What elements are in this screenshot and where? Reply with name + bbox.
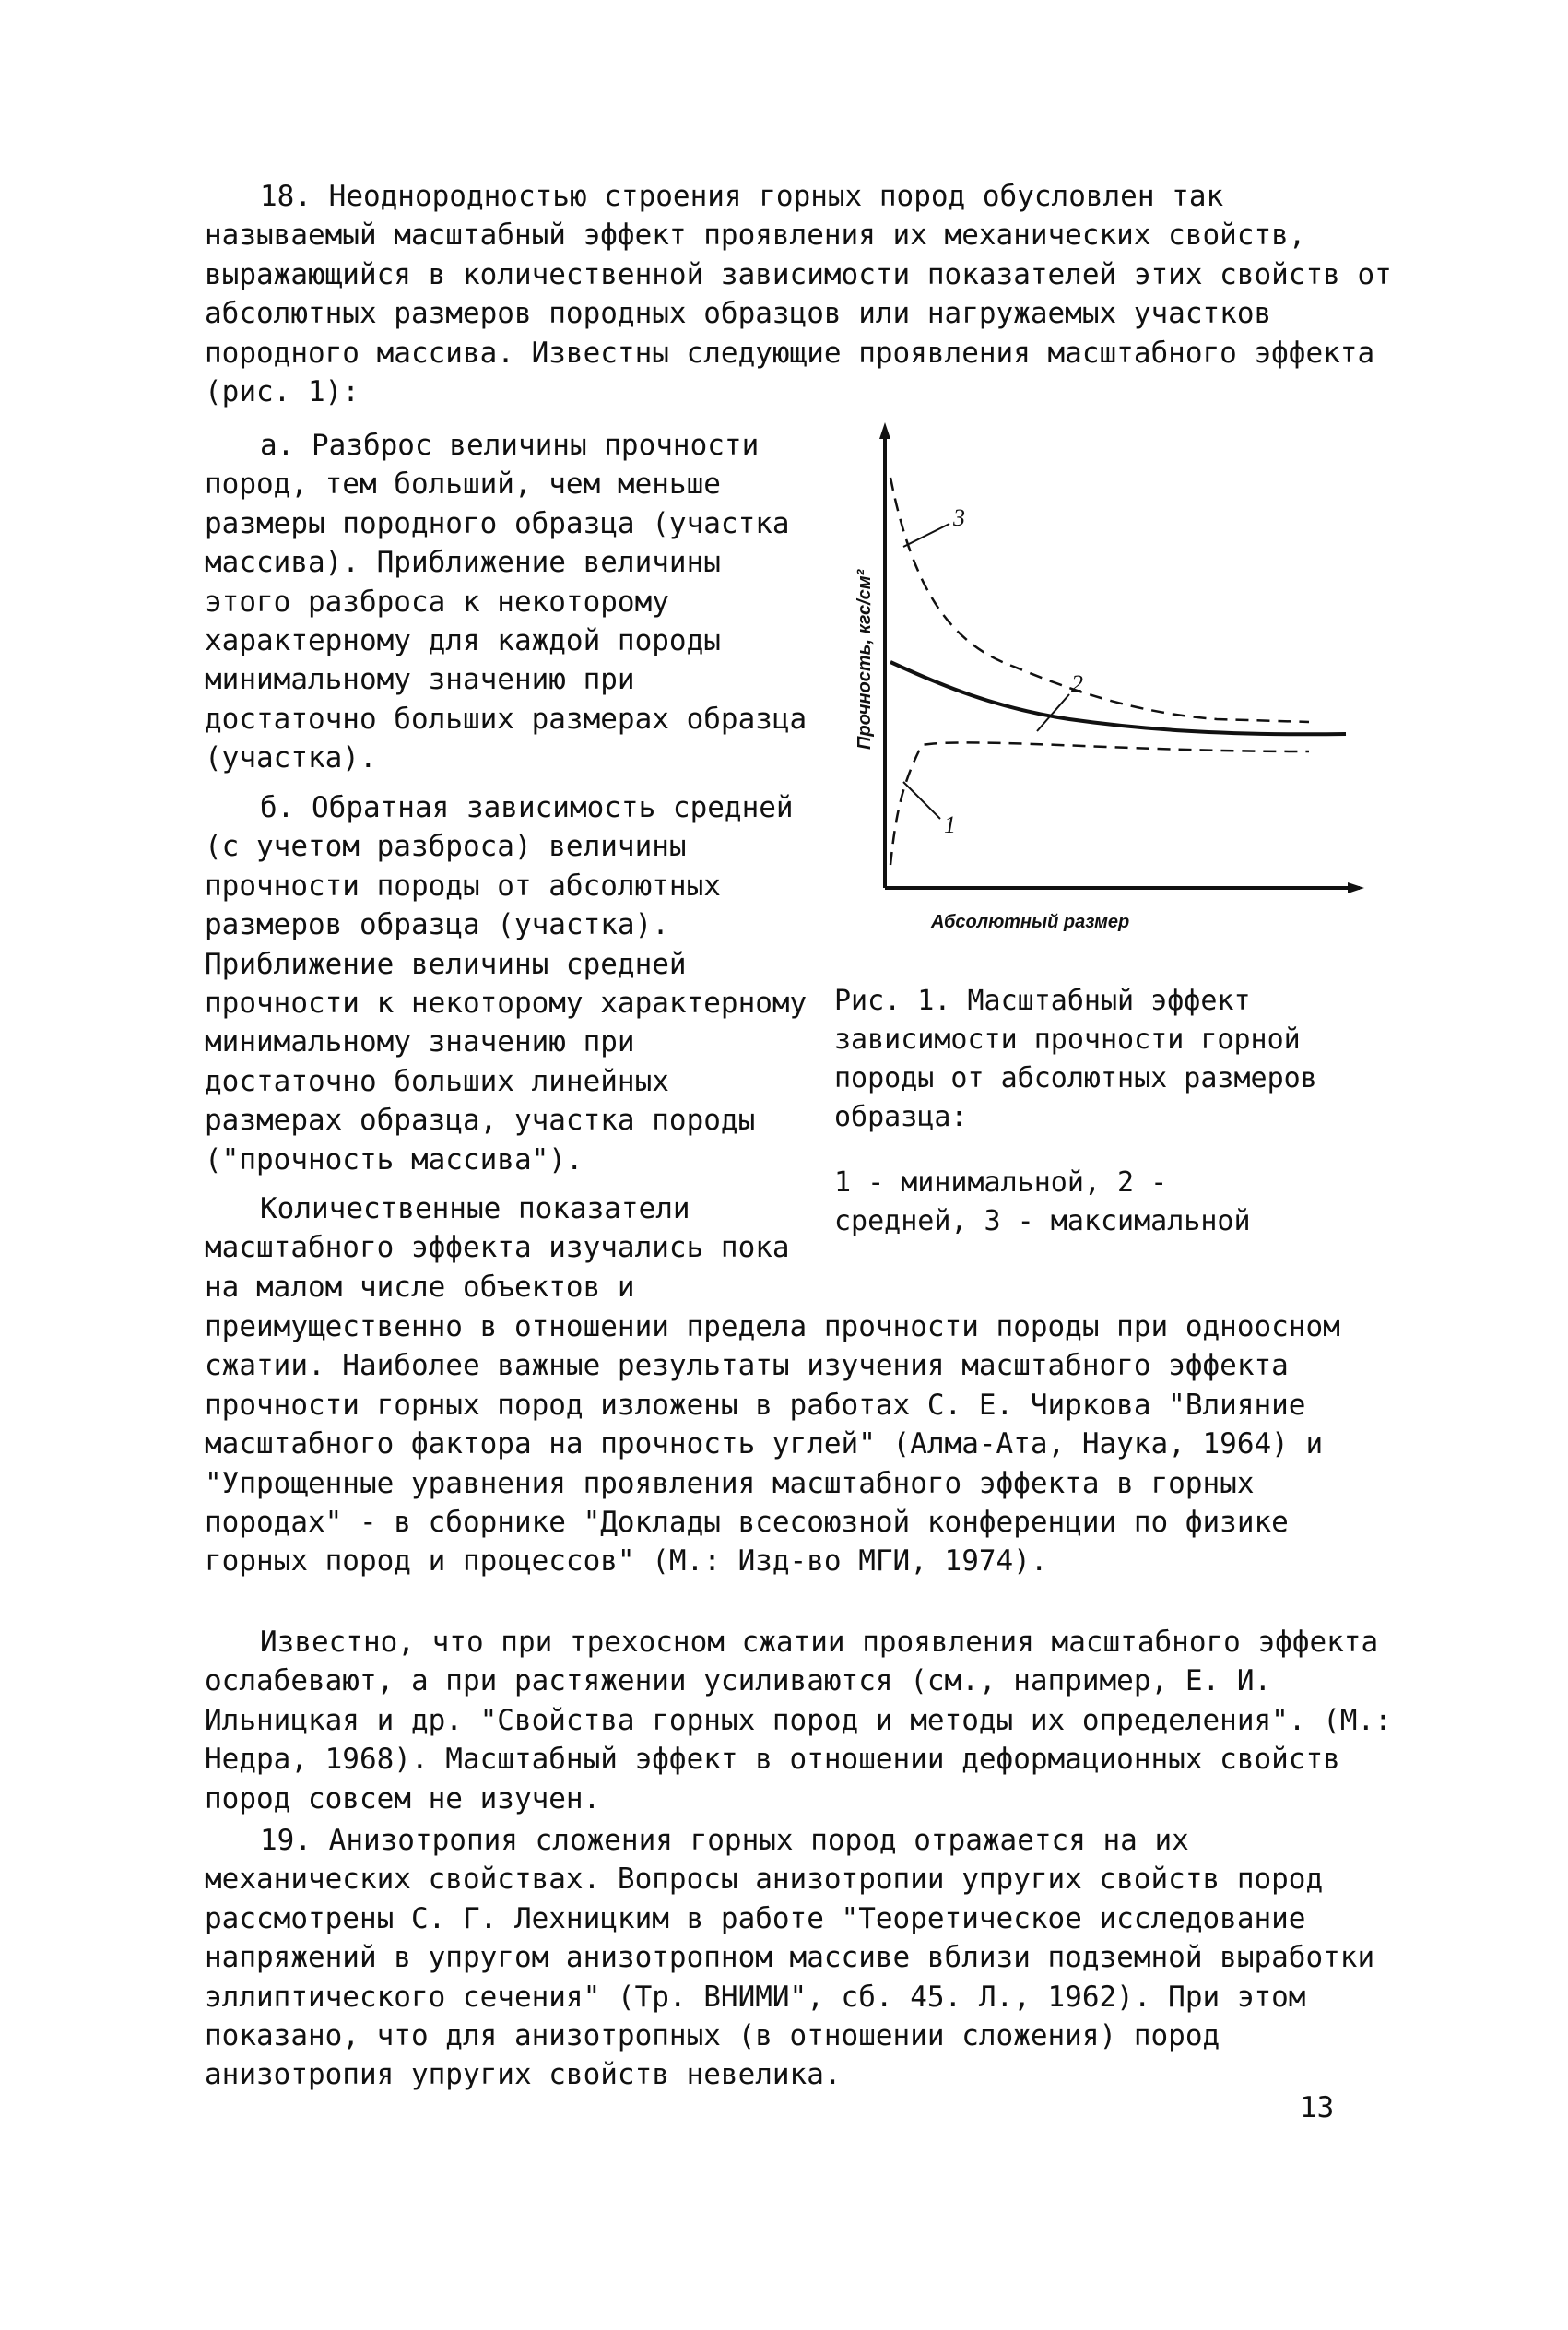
x-axis-arrow <box>1348 882 1364 893</box>
figure-caption-legend: 1 - минимальной, 2 - средней, 3 - максимальной <box>834 1166 1251 1237</box>
curve-label-1: 1 <box>944 811 956 838</box>
y-axis-label: Прочность, кгс/см² <box>855 569 875 750</box>
paragraph-a: а. Разброс величины прочности пород, тем больший, чем меньше размеры породного образца (участка массива). Приближение величины этого разброса к некоторому характерному для каждой породы минимальному значению при достаточно больших размерах образца (участка). <box>205 429 808 775</box>
curve-average <box>890 662 1346 734</box>
paragraph-b: б. Обратная зависимость средней (с учетом разброса) величины прочности породы от абсолютных размеров образца (участка). Приближение величины средней прочности к некоторому характерному минимальному значению при достаточно больших линейных размерах образца, участка породы ("прочность массива"). <box>205 791 808 1177</box>
curve-min <box>890 742 1309 865</box>
paragraph-quant-start: Количественные показатели масштабного эффекта изучались пока на малом числе объектов и <box>205 1192 790 1304</box>
figure-scale-effect <box>830 422 1364 948</box>
curve-label-2: 2 <box>1071 670 1083 697</box>
curve-label-3: 3 <box>953 504 965 531</box>
y-axis-arrow <box>879 422 890 439</box>
figure-caption-title: Рис. 1. Масштабный эффект зависимости прочности горной породы от абсолютных размеров образца: <box>834 985 1317 1133</box>
leader-3 <box>903 524 949 547</box>
paragraph-triaxial: Известно, что при трехосном сжатии проявления масштабного эффекта ослабевают, а при растяжении усиливаются (см., например, Е. И. Ильницкая и др. "Свойства горных пород и методы их определения". (М.: Недра, 1968). Масштабный эффект в отношении деформационных свойств пород совсем не изучен. <box>205 1626 1392 1816</box>
page-number: 13 <box>1300 2091 1335 2124</box>
figure-chart <box>830 422 1364 948</box>
paragraph-19: 19. Анизотропия сложения горных пород отражается на их механических свойствах. Вопросы анизотропии упругих свойств пород рассмотрены С. Г. Лехницким в работе "Теоретическое исследование напряжений в упругом анизотропном массиве вблизи подземной выработки эллиптического сечения" (Тр. ВНИМИ", сб. 45. Л., 1962). При этом показано, что для анизотропных (в отношении сложения) пород анизотропия упругих свойств невелика. <box>205 1824 1375 2092</box>
paragraph-18: 18. Неоднородностью строения горных пород обусловлен так называемый масштабный эффект проявления их механических свойств, выражающийся в количественной зависимости показателей этих свойств от абсолютных размеров породных образцов или нагружаемых участков породного массива. Известны следующие проявления масштабного эффекта (рис. 1): <box>205 180 1392 409</box>
leader-1 <box>903 782 940 819</box>
paragraph-quant-rest: преимущественно в отношении предела прочности породы при одноосном сжатии. Наиболее важные результаты изучения масштабного эффекта прочности горных пород изложены в работах С. Е. Чиркова "Влияние масштабного фактора на прочность углей" (Алма-Ата, Наука, 1964) и "Упрощенные уравнения проявления масштабного эффекта в горных породах" - в сборнике "Доклады всесоюзной конференции по физике горных пород и процессов" (М.: Изд-во МГИ, 1974). <box>205 1310 1340 1579</box>
x-axis-label: Абсолютный размер <box>931 912 1130 932</box>
